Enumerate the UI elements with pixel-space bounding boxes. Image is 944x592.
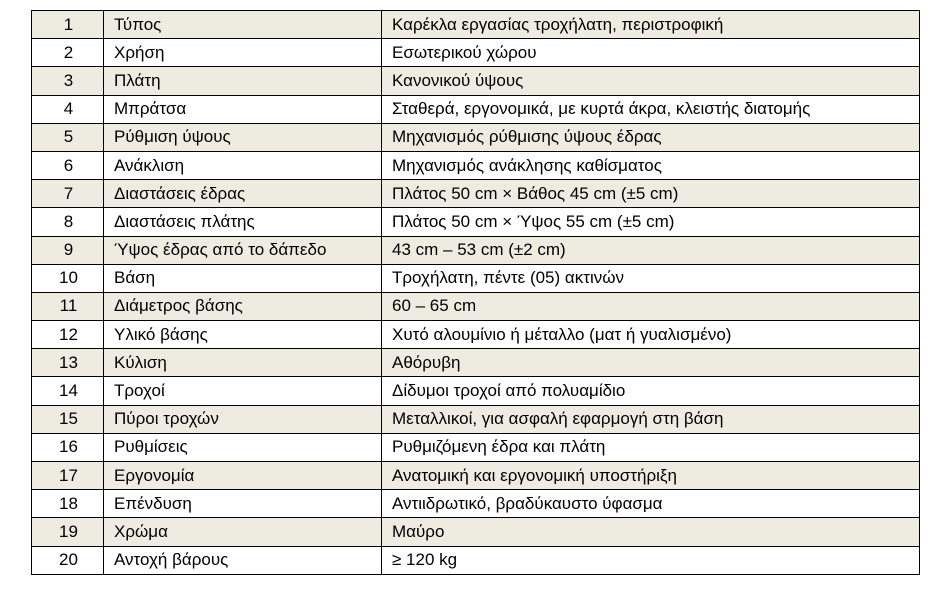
row-number-cell: 10 [32, 264, 104, 292]
table-row [32, 377, 920, 405]
row-number-cell: 19 [32, 518, 104, 546]
property-value-cell: Μηχανισμός ανάκλησης καθίσματος [382, 151, 920, 179]
property-value-cell: Τροχήλατη, πέντε (05) ακτινών [382, 264, 920, 292]
table-row [32, 95, 920, 123]
row-number-cell: 12 [32, 321, 104, 349]
property-name-cell: Τύπος [104, 11, 382, 39]
property-value-cell: Εσωτερικού χώρου [382, 39, 920, 67]
table-row [32, 236, 920, 264]
row-number-cell: 2 [32, 39, 104, 67]
property-value-cell: Δίδυμοι τροχοί από πολυαμίδιο [382, 377, 920, 405]
property-name-cell: Ανάκλιση [104, 151, 382, 179]
property-name-cell: Ρυθμίσεις [104, 433, 382, 461]
property-name-cell: Διάμετρος βάσης [104, 292, 382, 320]
table-row [32, 180, 920, 208]
property-name-cell: Χρώμα [104, 518, 382, 546]
table-row [32, 39, 920, 67]
property-value-cell: Κανονικού ύψους [382, 67, 920, 95]
table-row [32, 405, 920, 433]
property-name-cell: Βάση [104, 264, 382, 292]
row-number-cell: 18 [32, 490, 104, 518]
table-row [32, 518, 920, 546]
property-value-cell: Σταθερά, εργονομικά, με κυρτά άκρα, κλειστής διατομής [382, 95, 920, 123]
property-value-cell: Πλάτος 50 cm × Ύψος 55 cm (±5 cm) [382, 208, 920, 236]
property-value-cell: ≥ 120 kg [382, 546, 920, 574]
property-value-cell: Χυτό αλουμίνιο ή μέταλλο (ματ ή γυαλισμένο) [382, 321, 920, 349]
row-number-cell: 5 [32, 123, 104, 151]
table-row [32, 321, 920, 349]
property-value-cell: Μαύρο [382, 518, 920, 546]
property-name-cell: Κύλιση [104, 349, 382, 377]
property-name-cell: Διαστάσεις έδρας [104, 180, 382, 208]
property-value-cell: Καρέκλα εργασίας τροχήλατη, περιστροφική [382, 11, 920, 39]
row-number-cell: 4 [32, 95, 104, 123]
property-name-cell: Εργονομία [104, 462, 382, 490]
table-row [32, 490, 920, 518]
property-value-cell: Πλάτος 50 cm × Βάθος 45 cm (±5 cm) [382, 180, 920, 208]
property-name-cell: Τροχοί [104, 377, 382, 405]
table-row [32, 11, 920, 39]
property-value-cell: 60 – 65 cm [382, 292, 920, 320]
table-row [32, 462, 920, 490]
spec-table [31, 10, 920, 575]
row-number-cell: 15 [32, 405, 104, 433]
row-number-cell: 20 [32, 546, 104, 574]
property-name-cell: Ύψος έδρας από το δάπεδο [104, 236, 382, 264]
table-row [32, 546, 920, 574]
row-number-cell: 3 [32, 67, 104, 95]
property-value-cell: Αντιιδρωτικό, βραδύκαυστο ύφασμα [382, 490, 920, 518]
row-number-cell: 6 [32, 151, 104, 179]
table-row [32, 67, 920, 95]
table-row [32, 208, 920, 236]
row-number-cell: 13 [32, 349, 104, 377]
property-name-cell: Διαστάσεις πλάτης [104, 208, 382, 236]
table-row [32, 292, 920, 320]
property-value-cell: Μεταλλικοί, για ασφαλή εφαρμογή στη βάση [382, 405, 920, 433]
row-number-cell: 11 [32, 292, 104, 320]
table-row [32, 123, 920, 151]
row-number-cell: 1 [32, 11, 104, 39]
table-row [32, 264, 920, 292]
row-number-cell: 17 [32, 462, 104, 490]
row-number-cell: 8 [32, 208, 104, 236]
spec-table-body [32, 11, 920, 575]
property-name-cell: Υλικό βάσης [104, 321, 382, 349]
property-value-cell: 43 cm – 53 cm (±2 cm) [382, 236, 920, 264]
table-row [32, 433, 920, 461]
property-value-cell: Ανατομική και εργονομική υποστήριξη [382, 462, 920, 490]
property-value-cell: Ρυθμιζόμενη έδρα και πλάτη [382, 433, 920, 461]
property-name-cell: Μπράτσα [104, 95, 382, 123]
property-name-cell: Ρύθμιση ύψους [104, 123, 382, 151]
property-name-cell: Χρήση [104, 39, 382, 67]
row-number-cell: 16 [32, 433, 104, 461]
property-name-cell: Αντοχή βάρους [104, 546, 382, 574]
property-name-cell: Πύροι τροχών [104, 405, 382, 433]
row-number-cell: 9 [32, 236, 104, 264]
property-name-cell: Επένδυση [104, 490, 382, 518]
property-name-cell: Πλάτη [104, 67, 382, 95]
table-row [32, 151, 920, 179]
property-value-cell: Αθόρυβη [382, 349, 920, 377]
row-number-cell: 14 [32, 377, 104, 405]
table-row [32, 349, 920, 377]
row-number-cell: 7 [32, 180, 104, 208]
property-value-cell: Μηχανισμός ρύθμισης ύψους έδρας [382, 123, 920, 151]
